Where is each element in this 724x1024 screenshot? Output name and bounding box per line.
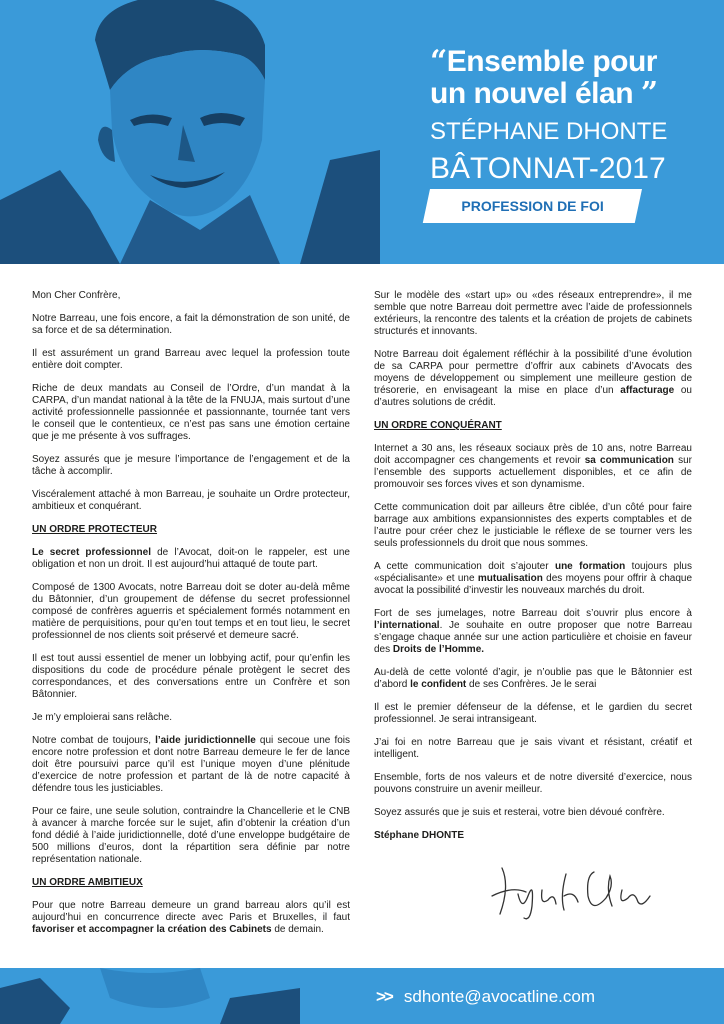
contact-email[interactable] bbox=[376, 987, 595, 1007]
candidate-name: STÉPHANE DHONTE bbox=[430, 118, 668, 145]
paragraph bbox=[32, 900, 350, 936]
paragraph bbox=[374, 608, 692, 656]
text: Notre combat de toujours, bbox=[32, 735, 156, 746]
emphasis: sa communication bbox=[584, 455, 674, 466]
paragraph: Il est tout aussi essentiel de mener un lobbying actif, pour qu’enfin les dispositions du code de procédure pénale protègent le secret des correspondances, et des conversations entre un Confrère et son Bâtonnier. bbox=[32, 653, 350, 700]
text: Fort de ses jumelages, notre Barreau doit s’ouvrir plus encore à bbox=[374, 608, 692, 619]
section-heading-protecteur: UN ORDRE PROTECTEUR bbox=[32, 524, 158, 535]
double-arrow-icon: >> bbox=[376, 987, 392, 1006]
emphasis: affacturage bbox=[620, 385, 675, 396]
paragraph: J’ai foi en notre Barreau que je sais vivant et résistant, créatif et intelligent. bbox=[374, 737, 692, 760]
paragraph: Pour ce faire, une seule solution, contraindre la Chancellerie et le CNB à avancer à marche forcée sur le sujet, afin d’obtenir la création d’un fond dédié à l’aide juridictionnelle, doté d’une enveloppe budgétaire de 500 millions d’euros, dont la répartition sera définie par notre représentation nationale. bbox=[32, 806, 350, 865]
footer-banner bbox=[0, 968, 724, 1024]
paragraph: Soyez assurés que je suis et resterai, votre bien dévoué confrère. bbox=[374, 807, 665, 818]
footer-portrait-motif bbox=[0, 968, 300, 1024]
text: A cette communication doit s’ajouter bbox=[374, 561, 555, 572]
text: Internet a 30 ans, les réseaux sociaux près de 10 ans, notre Barreau doit accompagner ces changements et revoir bbox=[374, 443, 692, 466]
section-heading-conquerant: UN ORDRE CONQUÉRANT bbox=[374, 420, 502, 431]
slogan-line-1 bbox=[430, 46, 710, 78]
candidate-portrait bbox=[0, 0, 380, 264]
paragraph bbox=[374, 349, 692, 409]
paragraph: Il est assurément un grand Barreau avec lequel la profession toute entière doit compter. bbox=[32, 348, 350, 371]
emphasis: l’aide juridictionnelle bbox=[155, 735, 256, 746]
text: des moyens pour offrir à chaque avocat la possibilité d’investir les nouveaux marchés du droit. bbox=[374, 573, 693, 596]
paragraph bbox=[374, 561, 692, 597]
text: de ses Confrères. Je le serai bbox=[466, 679, 597, 690]
election-title: BÂTONNAT-2017 bbox=[430, 152, 666, 185]
greeting: Mon Cher Confrère, bbox=[32, 290, 121, 301]
paragraph: Sur le modèle des «start up» ou «des réseaux entreprendre», il me semble que notre Barreau doit permettre avec l’aide de professionnels extérieurs, la rencontre des talents et la création de projets de cabinets structurés et innovants. bbox=[374, 290, 692, 337]
text: . Je souhaite en outre proposer que notre Barreau s’engage chaque année sur une action particulière et choisie en faveur des bbox=[374, 620, 692, 655]
paragraph: Composé de 1300 Avocats, notre Barreau doit se doter au-delà même du Bâtonnier, d’un groupement de défense du secret professionnel composé de confrères aguerris et spécialement formés notamment en matière de perquisitions, pour qu’en tout temps et en tout lieu, le secret professionnel de nos clients soit préservé et demeure sacré. bbox=[32, 582, 350, 641]
paragraph: Riche de deux mandats au Conseil de l’Ordre, d’un mandat à la CARPA, d’un mandat national à la tête de la FNUJA, mais surtout d’une activité professionnelle passionnée et passionnante, tournée tant vers le conseil que le contentieux, ce n’est pas sans une émotion certaine que je me présente à vos suffrages. bbox=[32, 383, 350, 442]
paragraph: Cette communication doit par ailleurs être ciblée, d’un côté pour faire barrage aux ambitions expansionnistes des experts comptables et de l’autre pour créer chez le justiciable le réflexe de se tourner vers les seuls professionnels du droit que nous sommes. bbox=[374, 502, 692, 549]
slogan-line-2 bbox=[430, 78, 710, 110]
profession-de-foi-banner bbox=[423, 189, 642, 223]
paragraph: Je m’y emploierai sans relâche. bbox=[32, 712, 173, 723]
paragraph bbox=[32, 735, 350, 795]
paragraph: Soyez assurés que je mesure l’importance de l’engagement et de la tâche à accomplir. bbox=[32, 454, 350, 477]
slogan-line-2-text: un nouvel élan bbox=[430, 77, 634, 110]
emphasis: mutualisation bbox=[477, 573, 543, 584]
text: toujours plus «spécialisante» et une bbox=[374, 561, 692, 584]
emphasis: favoriser et accompagner la création des Cabinets bbox=[32, 924, 272, 935]
emphasis: le confident bbox=[410, 679, 467, 690]
paragraph bbox=[32, 547, 350, 571]
text: de l’Avocat, doit-on le rappeler, est une obligation et non un droit. Il est aujourd’hui attaqué de toute part. bbox=[32, 547, 350, 570]
emphasis: Droits de l’Homme. bbox=[392, 644, 485, 655]
section-heading-ambitieux: UN ORDRE AMBITIEUX bbox=[32, 877, 143, 888]
handwritten-signature bbox=[482, 856, 668, 928]
left-column bbox=[32, 290, 350, 947]
paragraph: Notre Barreau, une fois encore, a fait la démonstration de son unité, de sa force et de sa détermination. bbox=[32, 313, 350, 336]
emphasis: une formation bbox=[554, 561, 626, 572]
quote-close-glyph: ” bbox=[640, 76, 658, 111]
paragraph bbox=[374, 443, 692, 491]
paragraph: Il est le premier défenseur de la défense, et le gardien du secret professionnel. Je serai intransigeant. bbox=[374, 702, 692, 725]
text: Pour que notre Barreau demeure un grand barreau alors qu’il est aujourd’hui en concurrence directe avec Paris et Bruxelles, il faut bbox=[32, 900, 350, 923]
paragraph: Ensemble, forts de nos valeurs et de notre diversité d’exercice, nous pouvons construire un avenir meilleur. bbox=[374, 772, 692, 795]
quote-open-glyph: “ bbox=[430, 44, 447, 79]
signer-name: Stéphane DHONTE bbox=[374, 830, 465, 841]
text: de demain. bbox=[271, 924, 324, 935]
right-column bbox=[374, 290, 692, 853]
header-banner bbox=[0, 0, 724, 264]
paragraph bbox=[374, 667, 692, 691]
paragraph: Viscéralement attaché à mon Barreau, je souhaite un Ordre protecteur, ambitieux et conquérant. bbox=[32, 489, 350, 512]
text: Notre Barreau doit également réfléchir à la possibilité d’une évolution de sa CARPA pour permettre d’offrir aux cabinets d’Avocats des moyens de développement ou simplement une meilleure gestion de trésorerie, en envisageant la mise en place d’un bbox=[374, 349, 692, 396]
banner-label: PROFESSION DE FOI bbox=[461, 198, 604, 214]
text: ou d’autres solutions de crédit. bbox=[374, 385, 692, 408]
emphasis: l’international bbox=[374, 620, 440, 631]
email-address[interactable]: sdhonte@avocatline.com bbox=[403, 987, 596, 1006]
text: sur l’ensemble des supports actuellement disponibles, et ce afin de promouvoir ses forces vives et son dynamisme. bbox=[374, 455, 692, 490]
emphasis: Le secret professionnel bbox=[32, 547, 151, 558]
text: qui secoue une fois encore notre profession et dont notre Barreau demeure le fer de lance doit être poursuivi parce qu’il est l’unique moyen d’une plénitude d’exercice de notre profession et partant de là de notre capacité à défendre tous les justiciables. bbox=[32, 735, 351, 794]
slogan-line-1-text: Ensemble pour bbox=[446, 45, 657, 78]
headline bbox=[430, 46, 710, 186]
text: Au-delà de cette volonté d’agir, je n’oublie pas que le Bâtonnier est d’abord bbox=[374, 667, 692, 690]
